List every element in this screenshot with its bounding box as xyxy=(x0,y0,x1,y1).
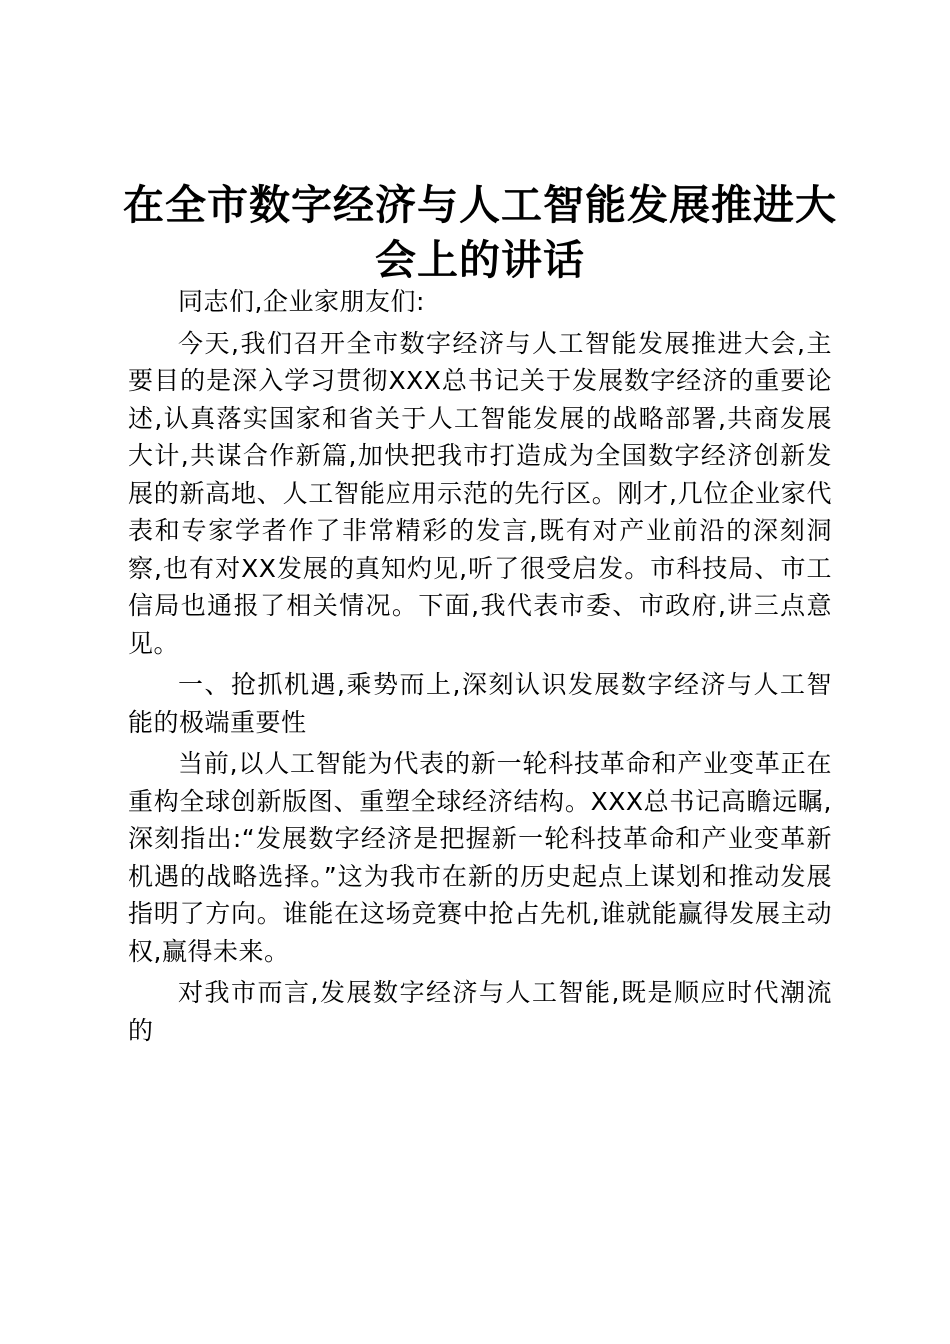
section-heading-1: 一、抢抓机遇,乘势而上,深刻认识发展数字经济与人工智能的极端重要性 xyxy=(128,670,832,737)
salutation-paragraph: 同志们,企业家朋友们: xyxy=(178,287,425,316)
document-body xyxy=(128,283,832,1053)
body-paragraph: 当前,以人工智能为代表的新一轮科技革命和产业变革正在重构全球创新版图、重塑全球经济结构。XXX总书记高瞻远瞩,深刻指出:“发展数字经济是把握新一轮科技革命和产业变革新机遇的战略选择。”这为我市在新的历史起点上谋划和推动发展指明了方向。谁能在这场竞赛中抢占先机,谁就能赢得发展主动权,赢得未来。 xyxy=(128,749,832,966)
intro-paragraph: 今天,我们召开全市数字经济与人工智能发展推进大会,主要目的是深入学习贯彻XXX总书记关于发展数字经济的重要论述,认真落实国家和省关于人工智能发展的战略部署,共商发展大计,共谋合作新篇,加快把我市打造成为全国数字经济创新发展的新高地、人工智能应用示范的先行区。刚才,几位企业家代表和专家学者作了非常精彩的发言,既有对产业前沿的深刻洞察,也有对XX发展的真知灼见,听了很受启发。市科技局、市工信局也通报了相关情况。下面,我代表市委、市政府,讲三点意见。 xyxy=(128,328,832,658)
document-title: 在全市数字经济与人工智能发展推进大会上的讲话 xyxy=(123,181,837,284)
body-paragraph-continued: 对我市而言,发展数字经济与人工智能,既是顺应时代潮流的 xyxy=(128,978,832,1045)
